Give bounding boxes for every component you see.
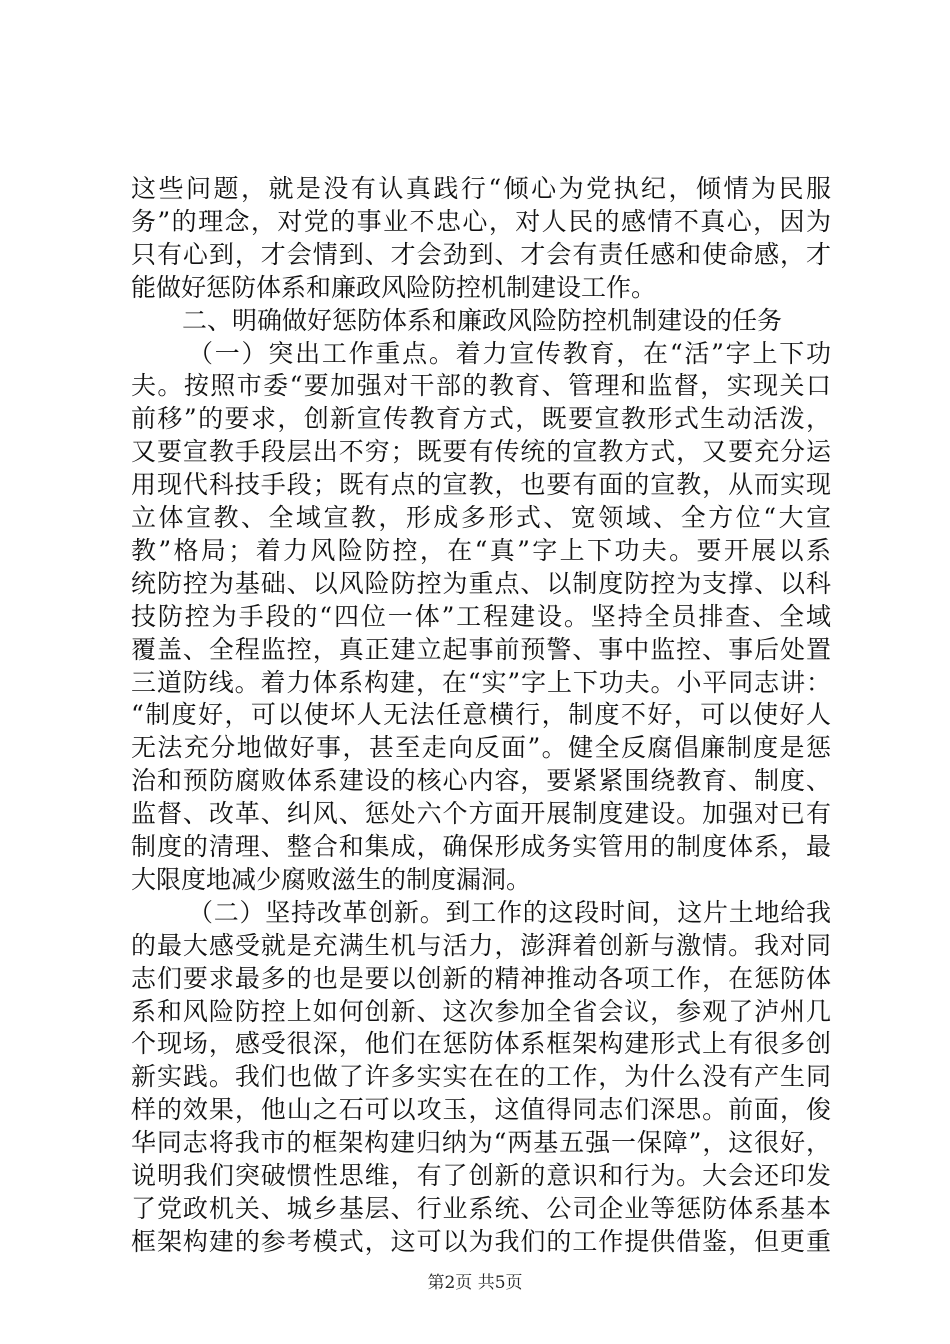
body-text-line: 监督、改革、纠风、惩处六个方面开展制度建设。加强对已有 xyxy=(131,799,831,829)
body-text-line: 用现代科技手段；既有点的宣教，也要有面的宣教，从而实现 xyxy=(131,470,831,500)
body-text-line: 样的效果，他山之石可以攻玉，这值得同志们深思。前面，俊 xyxy=(131,1095,831,1125)
body-text-line: 治和预防腐败体系建设的核心内容，要紧紧围绕教育、制度、 xyxy=(131,766,831,796)
body-text-line: 立体宣教、全域宣教，形成多形式、宽领域、全方位“大宣 xyxy=(131,503,831,532)
body-text-line: 无法充分地做好事，甚至走向反面”。健全反腐倡廉制度是惩 xyxy=(131,733,831,763)
body-text-line: 这些问题，就是没有认真践行“倾心为党执纪，倾情为民服 xyxy=(131,174,831,203)
body-text-line: 统防控为基础、以风险防控为重点、以制度防控为支撑、以科 xyxy=(131,568,831,598)
body-text-line: 个现场，感受很深，他们在惩防体系框架构建形式上有很多创 xyxy=(131,1029,831,1059)
section-heading: 二、明确做好惩防体系和廉政风险防控机制建设的任务 xyxy=(182,305,783,335)
body-text-line: 新实践。我们也做了许多实实在在的工作，为什么没有产生同 xyxy=(131,1062,831,1092)
body-text-line: 前移”的要求，创新宣传教育方式，既要宣教形式生动活泼， xyxy=(131,404,831,434)
body-text-line: 志们要求最多的也是要以创新的精神推动各项工作，在惩防体 xyxy=(131,963,831,993)
body-text-line: 覆盖、全程监控，真正建立起事前预警、事中监控、事后处置 xyxy=(131,634,831,664)
subsection-heading-line: （一）突出工作重点。着力宣传教育，在“活”字上下功 xyxy=(188,338,831,368)
body-text-line: 说明我们突破惯性思维，有了创新的意识和行为。大会还印发 xyxy=(131,1161,831,1190)
page-number-footer: 第2页 共5页 xyxy=(427,1273,523,1293)
body-text-line: 制度的清理、整合和集成，确保形成务实管用的制度体系，最 xyxy=(131,832,831,861)
body-text-line: 又要宣教手段层出不穷；既要有传统的宣教方式，又要充分运 xyxy=(131,437,831,467)
body-text-line: 了党政机关、城乡基层、行业系统、公司企业等惩防体系基本 xyxy=(131,1193,831,1223)
body-text-line: “制度好，可以使坏人无法任意横行，制度不好，可以使好人 xyxy=(131,700,831,730)
body-text-line: 大限度地减少腐败滋生的制度漏洞。 xyxy=(131,864,532,894)
body-text-line: 能做好惩防体系和廉政风险防控机制建设工作。 xyxy=(131,272,657,302)
subsection-heading-line: （二）坚持改革创新。到工作的这段时间，这片土地给我 xyxy=(188,897,831,927)
body-text-line: 务”的理念，对党的事业不忠心，对人民的感情不真心，因为 xyxy=(131,206,831,236)
body-text-line: 系和风险防控上如何创新、这次参加全省会议，参观了泸州几 xyxy=(131,996,831,1026)
body-text-line: 的最大感受就是充满生机与活力，澎湃着创新与激情。我对同 xyxy=(131,930,831,960)
body-text-line: 只有心到，才会情到、才会劲到、才会有责任感和使命感，才 xyxy=(131,239,831,269)
body-text-line: 技防控为手段的“四位一体”工程建设。坚持全员排查、全域 xyxy=(131,601,831,631)
body-text-line: 华同志将我市的框架构建归纳为“两基五强一保障”，这很好， xyxy=(131,1128,831,1158)
body-text-line: 夫。按照市委“要加强对干部的教育、管理和监督，实现关口 xyxy=(131,371,831,401)
body-text-line: 框架构建的参考模式，这可以为我们的工作提供借鉴，但更重 xyxy=(131,1226,831,1256)
body-text-line: 三道防线。着力体系构建，在“实”字上下功夫。小平同志讲： xyxy=(131,667,831,697)
body-text-line: 教”格局；着力风险防控，在“真”字上下功夫。要开展以系 xyxy=(131,535,831,565)
